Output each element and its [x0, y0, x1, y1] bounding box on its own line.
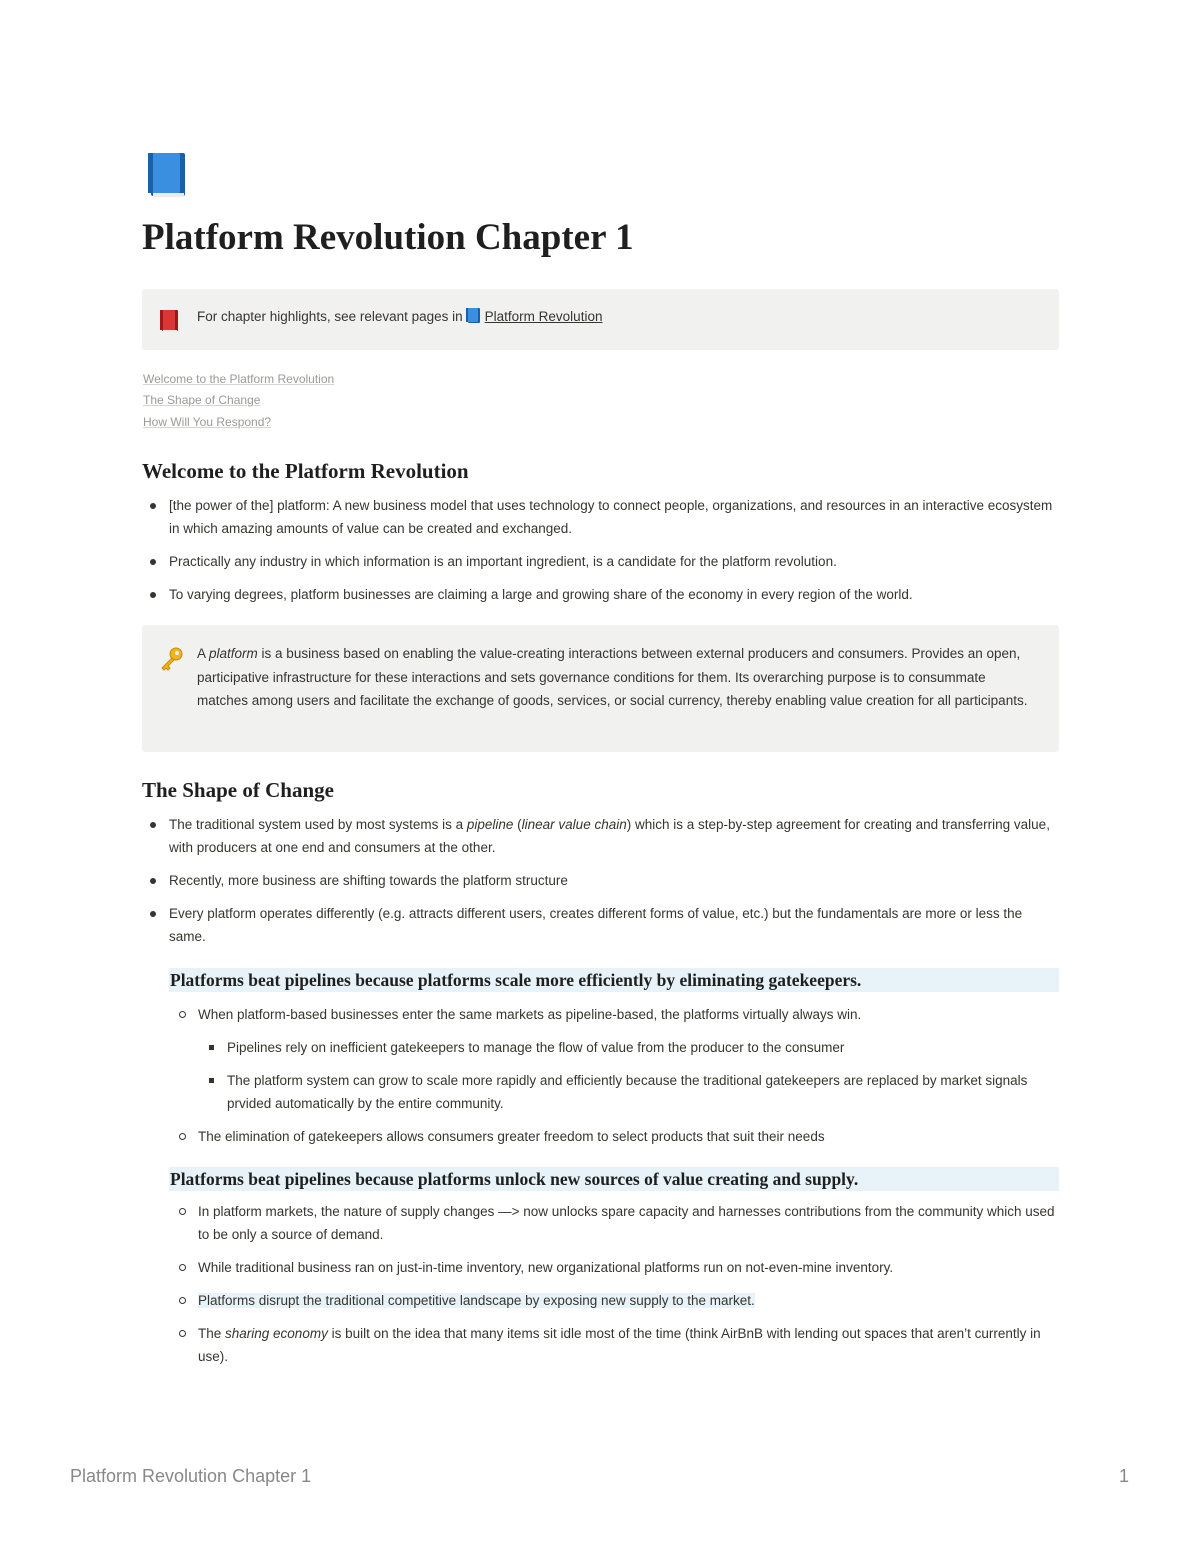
term-pipeline: pipeline: [466, 817, 514, 832]
page-title: Platform Revolution Chapter 1: [142, 217, 634, 258]
callout-highlights-text: For chapter highlights, see relevant pages in: [197, 309, 463, 324]
text: The traditional system used by most systems is a: [169, 817, 467, 832]
list-item: [198, 1322, 1059, 1368]
text: is built on the idea that many items sit idle most of the time (think AirBnB with lending out spaces that aren’t currently in use).: [198, 1326, 1041, 1364]
list-item: [169, 813, 1059, 859]
toc-link-shape-of-change[interactable]: The Shape of Change: [143, 393, 261, 408]
definition-text: is a business based on enabling the value-creating interactions between external producers and consumers. Provides an open, participative infrastructure for these interactions and sets governance conditions for them. Its overarching purpose is to consummate matches among users and facilitate the exchange of goods, services, or social currency, thereby enabling value creation for all participants.: [197, 646, 1028, 708]
heading-supply: Platforms beat pipelines because platforms unlock new sources of value creating and supply.: [169, 1167, 1059, 1191]
list-item: [198, 1289, 1059, 1312]
shape-bullets: [169, 813, 1059, 958]
term-sharing-economy: sharing economy: [225, 1326, 328, 1341]
blue-book-icon: [465, 307, 481, 332]
red-book-icon: [158, 309, 180, 338]
list-item: To varying degrees, platform businesses are claiming a large and growing share of the economy in every region of the world.: [169, 583, 1059, 606]
list-item: [the power of the] platform: A new business model that uses technology to connect people, organizations, and resources in an interactive ecosystem in which amazing amounts of value can be created and exchanged.: [169, 494, 1059, 540]
list-item: [198, 1003, 1059, 1115]
callout-text: [197, 642, 1035, 713]
text: The: [198, 1326, 226, 1341]
list-item: Recently, more business are shifting towards the platform structure: [169, 869, 1059, 892]
list-item: While traditional business ran on just-in-time inventory, new organizational platforms run on not-even-mine inventory.: [198, 1256, 1059, 1279]
heading-welcome: Welcome to the Platform Revolution: [142, 459, 469, 483]
table-of-contents: [143, 369, 334, 433]
list-item: In platform markets, the nature of supply changes —> now unlocks spare capacity and harnesses contributions from the community which used to be only a source of demand.: [198, 1200, 1059, 1246]
gatekeepers-bullets: [198, 1003, 1059, 1158]
callout-text: [197, 305, 1035, 332]
welcome-bullets: [169, 494, 1059, 616]
text: (: [513, 817, 522, 832]
list-item: Pipelines rely on inefficient gatekeepers to manage the flow of value from the producer to the consumer: [227, 1036, 1059, 1059]
text: ) which is a step-by-step agreement for creating and transferring value, with producers at one end and consumers at the other.: [169, 817, 1050, 855]
definition-text-start: A: [197, 646, 210, 661]
highlighted-text: Platforms disrupt the traditional competitive landscape by exposing new supply to the market.: [198, 1293, 755, 1308]
heading-gatekeepers: Platforms beat pipelines because platforms scale more efficiently by eliminating gatekeepers.: [169, 968, 1059, 992]
platform-revolution-link[interactable]: Platform Revolution: [484, 309, 603, 324]
definition-term: platform: [209, 646, 258, 661]
blue-book-icon: [142, 150, 192, 200]
callout-platform-definition: [142, 625, 1059, 752]
toc-link-how-will-you-respond[interactable]: How Will You Respond?: [143, 414, 272, 429]
heading-shape-of-change: The Shape of Change: [142, 778, 334, 802]
list-item: The elimination of gatekeepers allows consumers greater freedom to select products that suit their needs: [198, 1125, 1059, 1148]
list-item: The platform system can grow to scale more rapidly and efficiently because the traditional gatekeepers are replaced by market signals prvided automatically by the entire community.: [227, 1069, 1059, 1115]
toc-link-welcome[interactable]: Welcome to the Platform Revolution: [143, 372, 335, 386]
term-linear-value-chain: linear value chain: [521, 817, 627, 832]
key-icon: [158, 646, 184, 677]
footer-page-number: 1: [1118, 1466, 1129, 1486]
list-item: Every platform operates differently (e.g. attracts different users, creates different forms of value, etc.) but the fundamentals are more or less the same.: [169, 902, 1059, 948]
list-item: Practically any industry in which information is an important ingredient, is a candidate for the platform revolution.: [169, 550, 1059, 573]
supply-bullets: [198, 1200, 1059, 1378]
callout-chapter-highlights: [142, 289, 1059, 350]
text: When platform-based businesses enter the same markets as pipeline-based, the platforms virtually always win.: [198, 1007, 862, 1022]
footer-title: Platform Revolution Chapter 1: [70, 1466, 312, 1486]
nested-list: [227, 1036, 1059, 1115]
